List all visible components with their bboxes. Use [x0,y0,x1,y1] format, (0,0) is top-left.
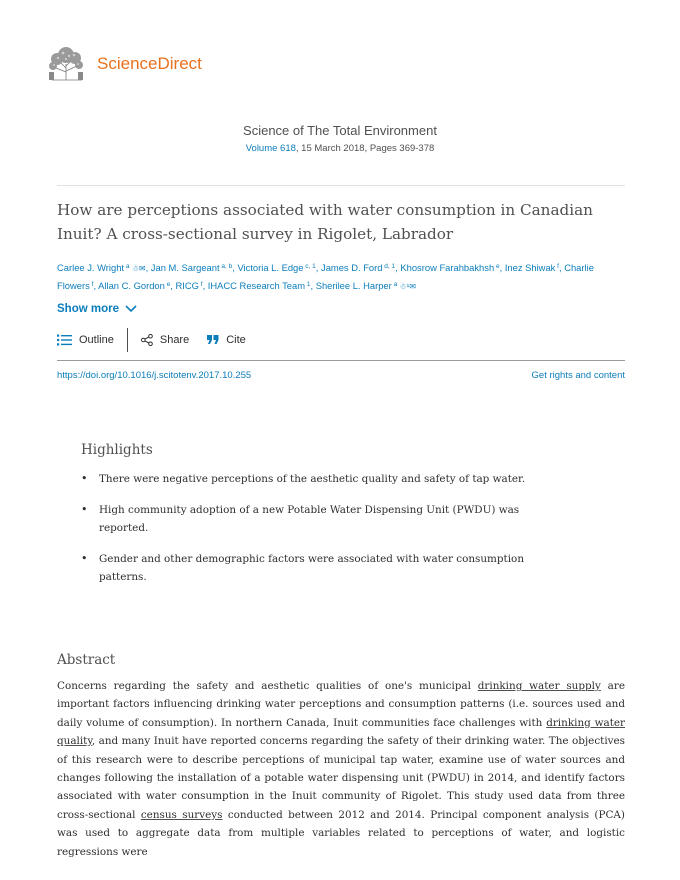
author-affiliation: d, 1 [382,263,396,270]
list-item: • High community adoption of a new Potable Water Dispensing Unit (PWDU) was reported. [81,501,541,537]
author-link[interactable] [316,280,416,291]
author-affiliation: e [164,281,171,288]
author-affiliation: 1 [305,281,311,288]
volume-link[interactable]: Volume 618 [245,143,296,154]
doi-link[interactable]: https://doi.org/10.1016/j.scitotenv.2017.10.255 [57,370,252,381]
rights-link[interactable]: Get rights and content [531,370,625,381]
author-link[interactable] [151,262,232,273]
author-name: Charlie Flowers [57,262,594,291]
author-name: Jan M. Sargeant [150,262,220,273]
divider [57,185,625,186]
article-toolbar [57,328,246,352]
list-item: • There were negative perceptions of the aesthetic quality and safety of tap water. [81,470,541,488]
author-affiliation: f [89,281,94,288]
cite-label: Cite [226,334,246,346]
show-more-label: Show more [57,303,119,315]
author-contact-icon[interactable]: ☃¹✉ [397,282,416,291]
abstract-segment: conducted between 2012 and 2014. Principal component analysis (PCA) was used to aggregate data from multiple variables related to perceptions of water, and logistic regressions were [57,808,625,858]
show-more-button[interactable] [57,303,137,315]
author-affiliation: a [124,263,130,270]
list-item: • Gender and other demographic factors were associated with water consumption patterns. [81,550,541,586]
share-label: Share [159,334,190,346]
quote-icon [207,335,219,345]
toolbar-separator [127,328,128,352]
topic-link[interactable]: drinking water quality [57,716,625,748]
abstract-segment: , and many Inuit have reported concerns regarding the safety of their drinking water. The objectives of this research were to describe perceptions of municipal tap water, examine use of water sources and changes following the installation of a potable water dispensing unit (PWDU) in 2014, and identify factors associated with water consumption in the Inuit community of Rigolet. This study used data from three cross-sectional [57,735,625,821]
volume-info [0,143,680,154]
author-affiliation: a [391,281,398,288]
journal-title[interactable]: Science of The Total Environment [243,123,437,138]
author-link[interactable] [57,262,146,273]
author-name: Victoria L. Edge [237,262,304,273]
elsevier-tree-logo[interactable] [44,44,88,82]
abstract-segment: Concerns regarding the safety and aesthetic qualities of one's municipal [57,680,478,692]
author-link[interactable] [176,280,203,291]
author-link[interactable] [237,262,315,273]
author-link[interactable] [321,262,395,273]
abstract-segment: are important factors influencing drinking water perceptions and consumption patterns (i.e. sources used and daily volume of consumption). In northern Canada, Inuit communities face challenges with [57,680,625,729]
outline-list-icon [57,334,72,346]
abstract-text [57,677,625,861]
author-affiliation: f [555,263,559,270]
outline-button[interactable] [57,334,114,346]
outline-label: Outline [79,334,114,346]
author-affiliation: f [198,281,203,288]
author-link[interactable] [400,262,499,273]
cite-button[interactable] [207,334,246,346]
author-name: Sherilee L. Harper [315,280,392,291]
author-name: Inez Shiwak [504,262,556,273]
author-affiliation: c, 1 [303,263,316,270]
volume-details: , 15 March 2018, Pages 369-378 [295,143,435,154]
chevron-down-icon [125,305,137,313]
author-link[interactable] [98,280,170,291]
divider [57,360,625,361]
share-icon [141,334,153,346]
article-title: How are perceptions associated with water consumption in Canadian Inuit? A cross-sectional survey in Rigolet, Labrador [57,201,593,243]
highlights-heading: Highlights [81,442,153,458]
author-link[interactable] [208,280,311,291]
author-contact-icon[interactable]: ☃✉ [129,264,146,273]
author-affiliation: a, b [219,263,233,270]
author-name: IHACC Research Team [207,280,306,291]
topic-link[interactable]: drinking water supply [477,680,601,692]
sciencedirect-brand[interactable]: ScienceDirect [97,54,202,73]
author-name: James D. Ford [321,262,383,273]
share-button[interactable] [141,334,189,346]
author-name: Carlee J. Wright [57,262,125,273]
author-affiliation: e [494,263,500,270]
highlights-list [81,470,541,599]
author-list: Carlee J. Wright $^a$ ☃✉, Jan M. Sargeant $^{a, b}$, Victoria L. Edge $^{c, 1}$, James D. Ford $^{d, 1}$, Khosrow Farahbakhsh $^e$, Inez Shiwak $^f$, Charlie Flowers $^f$, Allan C. Gordon $^e$, RICG $^f$, IHACC Research Team $^1$, Sherilee L. Harper $^a$ ☃¹✉ [57,262,594,291]
topic-link[interactable]: census surveys [140,808,223,821]
author-name: RICG [175,280,199,291]
author-name: Khosrow Farahbakhsh [400,262,495,273]
author-name: Allan C. Gordon [98,280,165,291]
abstract-heading: Abstract [57,652,116,668]
author-link[interactable] [505,262,559,273]
